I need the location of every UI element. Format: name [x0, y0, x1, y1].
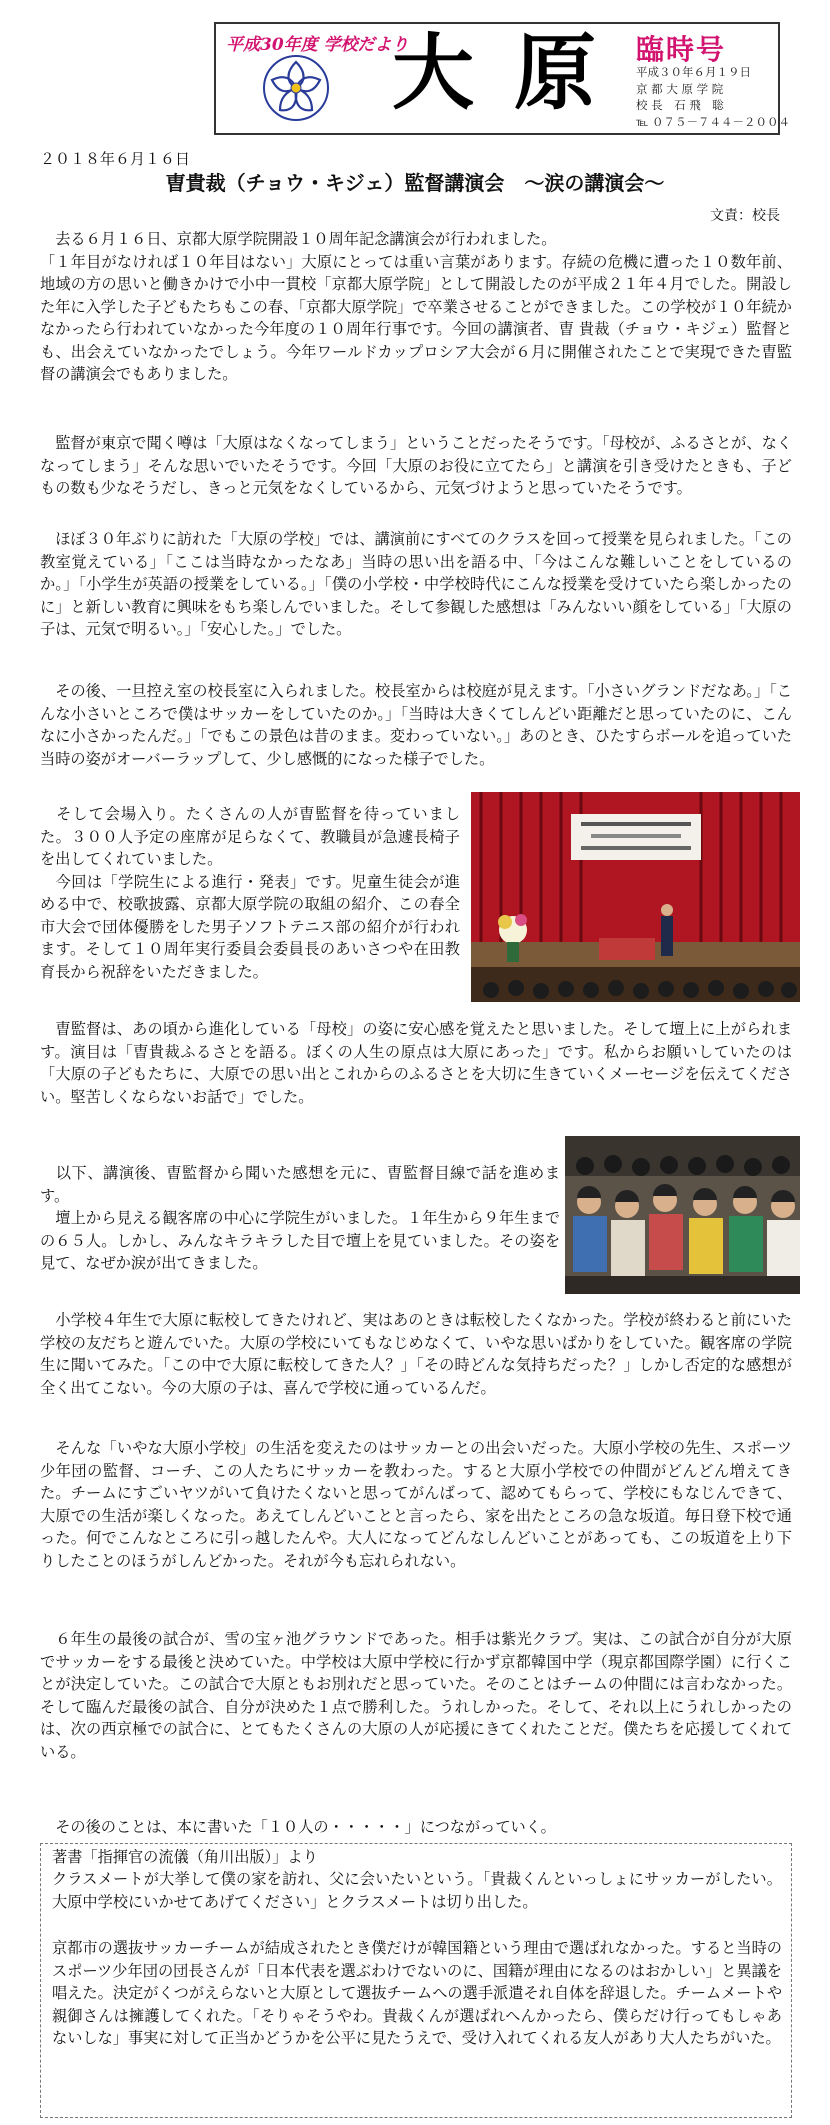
paragraph-last-match: ６年生の最後の試合が、雪の宝ヶ池グラウンドであった。相手は紫光クラブ。実は、この試合が自分が大原でサッカーをする最後と決めていた。中学校は大原中学校に行かず京都韓国中学（現京都国際学園）に行くことが決定していた。この試合で大原ともお別れだと思っていた。そのことはチームの仲間には言わなかった。そして臨んだ最後の試合、自分が決めた１点で勝利した。うれしかった。そして、それ以上にうれしかったのは、次の西京極での試合に、とてもたくさんの大原の人が応援にきてくれたことだ。僕たちを応援してくれている。 — [40, 1630, 793, 1761]
lecture-stage-photo — [471, 792, 800, 1002]
paragraph-venue: そして会場入り。たくさんの人が曺監督を待っていました。３００人予定の座席が足らなくて、教職員が急遽長椅子を出してくれていました。 今回は「学院生による進行・発表」です。児童生徒会が進める中で、校歌披露、京都大原学院の取組の紹介、この春全市大会で団体優勝をした男子ソフトテニス部の紹介が行われます。そして１０周年実行委員会委員長のあいさつや在田教育長から祝辞をいただきました。 — [40, 805, 460, 981]
quote-paragraph-selection: 京都市の選抜サッカーチームが結成されたとき僕だけが韓国籍という理由で選ばれなかった。すると当時のスポーツ少年団の団長さんが「日本代表を選ぶわけでないのに、国籍が理由になるのはおかしい」と異議を唱えた。決定がくつがえらないと大原として選抜チームへの選手派遣それ自体を辞退した。チームメートや親御さんは擁護してくれた。「そりゃそうやわ。貴裁くんが選ばれへんかったら、僕らだけ行ってもしゃあないしな」事実に対して正当かどうかを公平に見たうえで、受け入れてくれる友人があり大人たちがいた。 — [52, 1939, 782, 2047]
masthead — [214, 22, 791, 135]
school-emblem-icon — [262, 54, 330, 122]
quote-paragraph-classmates: クラスメートが大挙して僕の家を訪れ、父に会いたいという。「貴裁くんといっしょにサッカーがしたい。大原中学校にいかせてあげてください」とクラスメートは切り出した。 — [52, 1870, 782, 1911]
special-issue-label: 臨時号 — [636, 33, 727, 66]
masthead-info — [636, 64, 790, 130]
paragraph-rumor: 監督が東京で聞く噂は「大原はなくなってしまう」ということだったそうです。「母校が、ふるさとが、なくなってしまう」そんな思いでいたそうです。今回「大原のお役に立てたら」と講演を引き受けたときも、子どもの数も少なそうだし、きっと元気をなくしているから、元気づけようと思っていたそうです。 — [40, 434, 792, 497]
school-name: 京 都 大 原 学 院 — [636, 81, 724, 96]
school-phone: ℡ ０７５－７４４－２００４ — [636, 114, 791, 129]
lecture-stage-image — [471, 792, 800, 1002]
paragraph-stage: 曺監督は、あの頃から進化している「母校」の姿に安心感を覚えたと思いました。そして壇上に上がられます。演目は「曺貴裁ふるさとを語る。ぼくの人生の原点は大原にあった」です。私からお願いしていたのは「大原の子どもたちに、大原での思い出とこれからのふるさとを大切に生きていくメーセージを伝えてください。堅苦しくならないお話で」でした。 — [40, 1020, 792, 1106]
paragraph-audience: 以下、講演後、曺監督から聞いた感想を元に、曺監督目線で話を進めます。 壇上から見える観客席の中心に学院生がいました。１年生から９年生までの６５人。しかし、みんなキラキラした目で壇上を見ていました。その姿を見て、なぜか涙が出てきました。 — [40, 1164, 560, 1272]
paragraph-principal-office: その後、一旦控え室の校長室に入られました。校長室からは校庭が見えます。「小さいグランドだなあ。」「こんな小さいところで僕はサッカーをしていたのか。」「当時は大きくてしんどい距離だと思っていたのに、こんなに小さかったんだ。」「でもこの景色は昔のまま。変わっていない。」あのとき、ひたすらボールを追っていた当時の姿がオーバーラップして、少し感慨的になった様子でした。 — [40, 682, 792, 768]
issue-date: 平成３０年６月１９日 — [636, 65, 751, 79]
article-title: 曺貴裁（チョウ・キジェ）監督講演会 ～涙の講演会～ — [165, 171, 665, 195]
students-audience-image — [565, 1136, 800, 1294]
quote-heading: 著書「指揮官の流儀（角川出版）」より — [52, 1848, 318, 1866]
principal-name: 校 長 石 飛 聡 — [636, 98, 724, 112]
masthead-series: 平成30年度 学校だより — [226, 35, 409, 55]
paragraph-intro: 去る６月１６日、京都大原学院開設１０周年記念講演会が行われました。 「１年目がなければ１０年目はない」大原にとっては重い言葉があります。存続の危機に遭った１０数年前、地域の方の思いと働きかけで小中一貫校「京都大原学院」として開設したのが平成２１年４月でした。開設した年に入学した子どもたちもこの春、「京都大原学院」で卒業させることができました。この学校が１０年続かなかったら行われていなかった今年度の１０周年行事です。今回の講演者、曺 貴裁（チョウ・キジェ）監督とも、出会えていなかったでしょう。今年ワールドカップロシア大会が６月に開催されたことで実現できた曺監督の講演会でもありました。 — [40, 230, 793, 383]
article-date: ２０１８年６月１６日 — [40, 150, 191, 168]
article-byline: 文責：校長 — [710, 208, 780, 224]
students-audience-photo — [565, 1136, 800, 1294]
masthead-title: 大原 — [392, 25, 637, 121]
paragraph-soccer: そんな「いやな大原小学校」の生活を変えたのはサッカーとの出会いだった。大原小学校の先生、スポーツ少年団の監督、コーチ、この人たちにサッカーを教わった。すると大原小学校での仲間がどんどん増えてきた。チームにすごいヤツがいて負けたくないと思ってがんばって、認めてもらって、学校にもなじんできて、大原での生活が楽しくなった。あえてしんどいことと言ったら、家を出たところの急な坂道。毎日登下校で通った。何でこんなところに引っ越したんや。大人になってどんなしんどいことがあっても、この坂道を上り下りしたことのほうがしんどかった。それが今も忘れられない。 — [40, 1439, 792, 1570]
paragraph-classroom-visit: ほぼ３０年ぶりに訪れた「大原の学校」では、講演前にすべてのクラスを回って授業を見られました。「この教室覚えている」「ここは当時なかったなあ」当時の思い出を語る中、「今はこんな難しいことをしているのか。」「小学生が英語の授業をしている。」「僕の小学校・中学校時代にこんな授業を受けていたら楽しかったのに」と新しい教育に興味をもち楽しんでいました。そして参観した感想は「みんないい顔をしている」「大原の子は、元気で明るい。」「安心した。」でした。 — [40, 530, 792, 638]
paragraph-book-reference: その後のことは、本に書いた「１０人の・・・・・」につながっていく。 — [40, 1818, 556, 1836]
paragraph-transfer: 小学校４年生で大原に転校してきたけれど、実はあのときは転校したくなかった。学校が終わると前にいた学校の友だちと遊んでいた。大原の学校にいてもなじめなくて、いやな思いばかりをしていた。観客席の学院生に聞いてみた。「この中で大原に転校してきた人？」「その時どんな気持ちだった？」しかし否定的な感想が全く出てこない。今の大原の子は、喜んで学校に通っているんだ。 — [40, 1311, 792, 1397]
